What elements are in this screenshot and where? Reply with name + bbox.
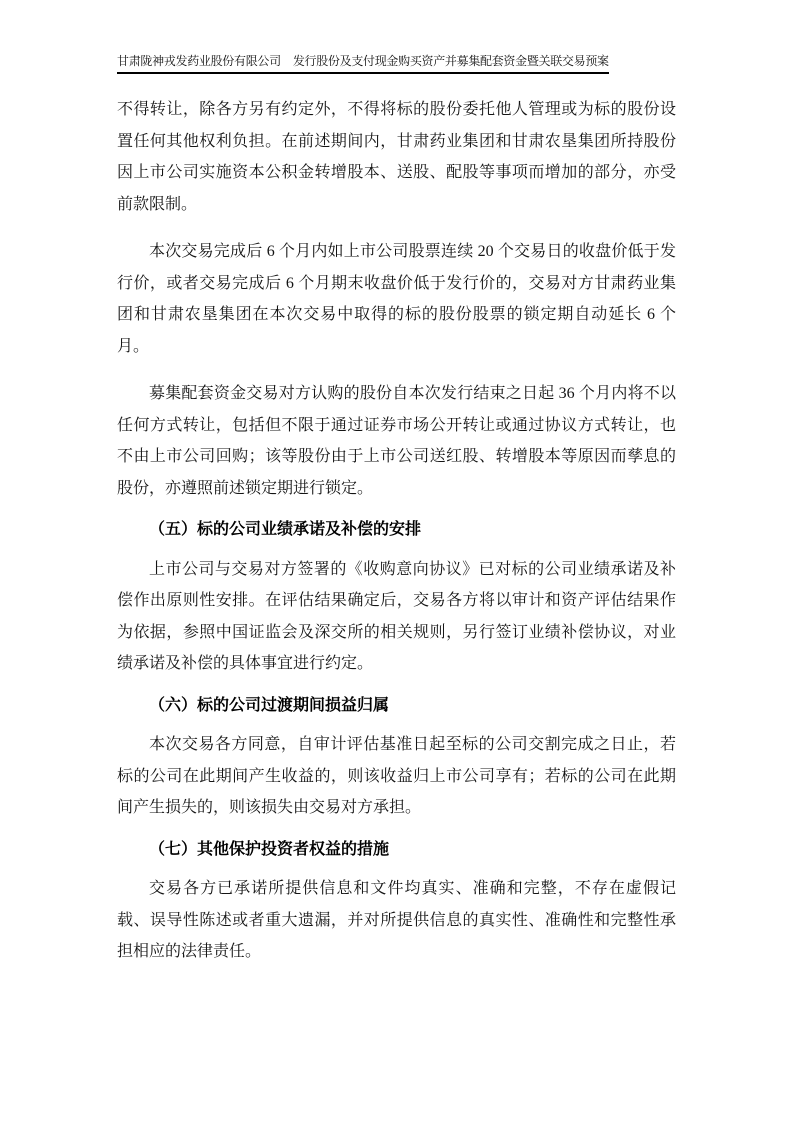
document-body [117, 94, 676, 968]
header-document-title: 发行股份及支付现金购买资产并募集配套资金暨关联交易预案 [292, 54, 609, 68]
paragraph: 交易各方已承诺所提供信息和文件均真实、准确和完整，不存在虚假记载、误导性陈述或者重大遗漏，并对所提供信息的真实性、准确性和完整性承担相应的法律责任。 [117, 880, 676, 960]
paragraph: 本次交易完成后 6 个月内如上市公司股票连续 20 个交易日的收盘价低于发行价，或者交易完成后 6 个月期末收盘价低于发行价的，交易对方甘肃药业集团和甘肃农垦集团在本次交易中取得的标的股份股票的锁定期自动延长 6 个月。 [117, 243, 676, 355]
paragraph: 不得转让，除各方另有约定外，不得将标的股份委托他人管理或为标的股份设置任何其他权利负担。在前述期间内，甘肃药业集团和甘肃农垦集团所持股份因上市公司实施资本公积金转增股本、送股、配股等事项而增加的部分，亦受前款限制。 [117, 101, 676, 213]
header-company-name: 甘肃陇神戎发药业股份有限公司 [117, 54, 281, 68]
page-header [117, 52, 676, 74]
section-heading-6: （六）标的公司过渡期间损益归属 [149, 696, 390, 714]
section-heading-7: （七）其他保护投资者权益的措施 [149, 840, 390, 858]
header-running-title [117, 54, 609, 74]
paragraph: 募集配套资金交易对方认购的股份自本次发行结束之日起 36 个月内将不以任何方式转让，包括但不限于通过证券市场公开转让或通过协议方式转让，也不由上市公司回购；该等股份由于上市公司送红股、转增股本等原因而孳息的股份，亦遵照前述锁定期进行锁定。 [117, 385, 676, 497]
paragraph: 上市公司与交易对方签署的《收购意向协议》已对标的公司业绩承诺及补偿作出原则性安排。在评估结果确定后，交易各方将以审计和资产评估结果作为依据，参照中国证监会及深交所的相关规则，另行签订业绩补偿协议，对业绩承诺及补偿的具体事宜进行约定。 [117, 560, 676, 672]
paragraph: 本次交易各方同意，自审计评估基准日起至标的公司交割完成之日止，若标的公司在此期间产生收益的，则该收益归上市公司享有；若标的公司在此期间产生损失的，则该损失由交易对方承担。 [117, 736, 676, 816]
section-heading-5: （五）标的公司业绩承诺及补偿的安排 [149, 521, 422, 538]
